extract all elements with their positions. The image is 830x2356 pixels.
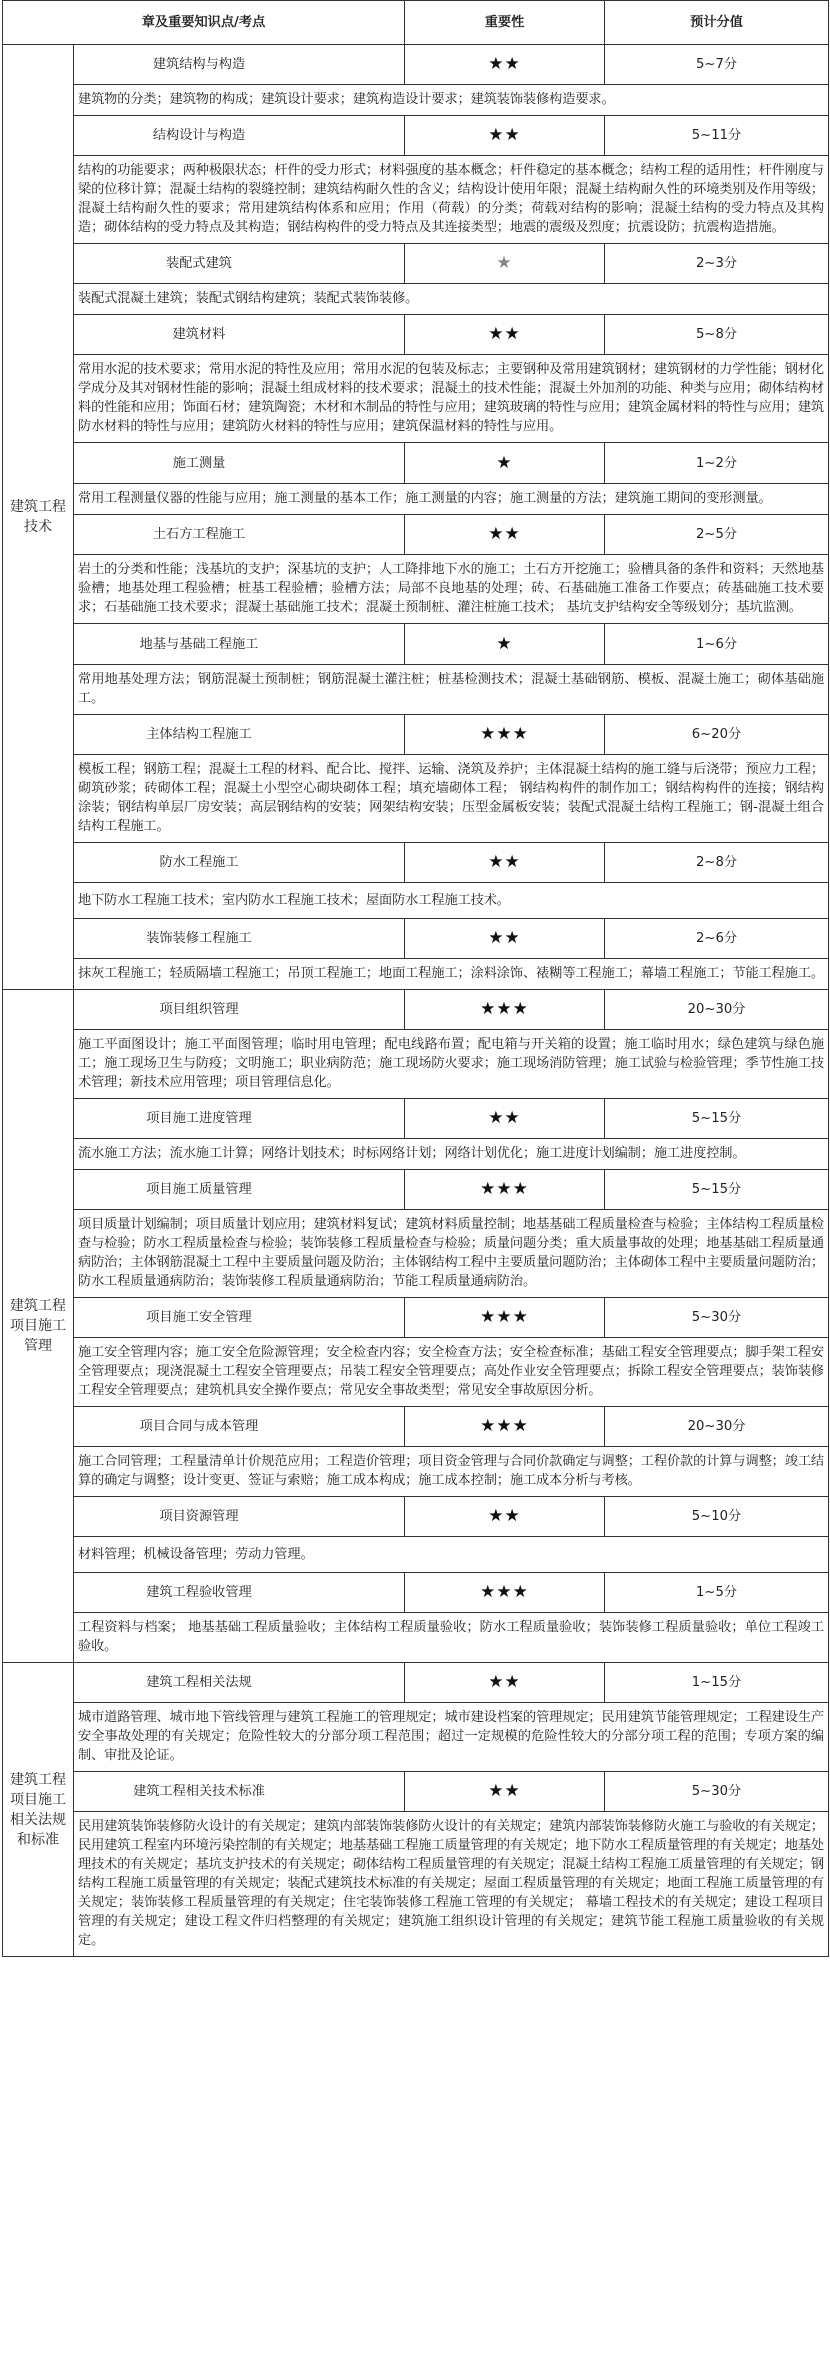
header-score: 预计分值	[605, 1, 829, 45]
description-row	[3, 555, 829, 624]
topic-row	[3, 45, 829, 85]
topic-cell	[74, 244, 405, 284]
topic-description: 项目质量计划编制；项目质量计划应用；建筑材料复试；建筑材料质量控制；地基基础工程质量检查与检验；主体结构工程质量检查与检验；防水工程质量检查与检验；装饰装修工程质量检查与检验；质量问题分类；重大质量事故的处理；地基基础工程质量通病防治；主体钢筋混凝土工程中主要质量问题及防治；主体钢结构工程中主要质量问题防治；主体砌体工程中主要质量问题防治；防水工程质量通病防治；装饰装修工程质量通病防治；节能工程质量通病防治。	[74, 1210, 829, 1298]
importance-stars: ★★★	[405, 1170, 605, 1210]
description-row	[3, 85, 829, 116]
topic-row	[3, 515, 829, 555]
topic-label: 土石方工程施工	[152, 527, 246, 542]
topic-label: 施工测量	[172, 455, 226, 471]
section-name: 建筑工程技术	[3, 45, 74, 990]
section-name: 建筑工程项目施工管理	[3, 990, 74, 1663]
description-row	[3, 156, 829, 244]
topic-description: 常用工程测量仪器的性能与应用；施工测量的基本工作；施工测量的内容；施工测量的方法；建筑施工期间的变形测量。	[74, 484, 829, 515]
score-value: 1~2分	[605, 443, 829, 484]
importance-stars: ★★★	[405, 1407, 605, 1447]
topic-description: 工程资料与档案； 地基基础工程质量验收；主体结构工程质量验收；防水工程质量验收；装饰装修工程质量验收；单位工程竣工验收。	[74, 1613, 829, 1663]
topic-cell	[74, 315, 405, 355]
topic-row	[3, 1407, 829, 1447]
score-value: 6~20分	[605, 715, 829, 755]
topic-row	[3, 1497, 829, 1537]
description-row	[3, 1338, 829, 1407]
score-value: 5~10分	[605, 1497, 829, 1537]
section-name: 建筑工程项目施工相关法规和标准	[3, 1663, 74, 1957]
score-value: 1~5分	[605, 1573, 829, 1613]
topic-label: 项目施工质量管理	[146, 1182, 252, 1197]
description-row	[3, 959, 829, 990]
topic-row	[3, 1772, 829, 1812]
topic-cell	[74, 843, 405, 883]
topic-label: 项目资源管理	[159, 1509, 239, 1524]
importance-stars: ★	[405, 244, 605, 284]
score-value: 5~15分	[605, 1170, 829, 1210]
topic-description: 施工合同管理；工程量清单计价规范应用；工程造价管理；项目资金管理与合同价款确定与调整；工程价款的计算与调整；竣工结算的确定与调整；设计变更、签证与索赔；施工成本构成；施工成本控制；施工成本分析与考核。	[74, 1447, 829, 1497]
topic-cell	[74, 443, 405, 484]
score-value: 5~30分	[605, 1772, 829, 1812]
topic-cell	[74, 1099, 405, 1139]
description-row	[3, 755, 829, 843]
table-header-row	[3, 1, 829, 45]
score-value: 5~30分	[605, 1298, 829, 1338]
topic-description: 材料管理；机械设备管理；劳动力管理。	[74, 1537, 829, 1573]
score-value: 5~8分	[605, 315, 829, 355]
topic-cell	[74, 116, 405, 156]
importance-stars: ★★★	[405, 1573, 605, 1613]
topic-description: 岩土的分类和性能；浅基坑的支护；深基坑的支护；人工降排地下水的施工；土石方开挖施工；验槽具备的条件和资料；天然地基验槽；地基处理工程验槽；桩基工程验槽；验槽方法；局部不良地基的处理；砖、石基础施工准备工作要点；砖基础施工技术要求；石基础施工技术要求；混凝土基础施工技术；混凝土预制桩、灌注桩施工技术； 基坑支护结构安全等级划分；基坑监测。	[74, 555, 829, 624]
description-row	[3, 1812, 829, 1957]
topic-label: 装饰装修工程施工	[146, 931, 252, 946]
topic-description: 城市道路管理、城市地下管线管理与建筑工程施工的管理规定；城市建设档案的管理规定；民用建筑节能管理规定；工程建设生产安全事故处理的有关规定；危险性较大的分部分项工程范围；超过一定规模的危险性较大的分部分项工程的范围；专项方案的编制、审批及论证。	[74, 1703, 829, 1772]
score-value: 5~7分	[605, 45, 829, 85]
importance-stars: ★★	[405, 1772, 605, 1812]
topic-description: 常用水泥的技术要求；常用水泥的特性及应用；常用水泥的包装及标志；主要钢种及常用建筑钢材；建筑钢材的力学性能；钢材化学成分及其对钢材性能的影响；混凝土组成材料的技术要求；混凝土的技术性能；混凝土外加剂的功能、种类与应用；砌体结构材料的性能和应用；饰面石材；建筑陶瓷；木材和木制品的特性与应用；建筑玻璃的特性与应用；建筑金属材料的特性与应用；建筑防水材料的特性与应用；建筑防火材料的特性与应用；建筑保温材料的特性与应用。	[74, 355, 829, 443]
importance-stars: ★★	[405, 919, 605, 959]
score-value: 5~15分	[605, 1099, 829, 1139]
importance-stars: ★★	[405, 1663, 605, 1703]
topic-cell	[74, 624, 405, 665]
score-value: 2~3分	[605, 244, 829, 284]
header-importance: 重要性	[405, 1, 605, 45]
topic-description: 地下防水工程施工技术；室内防水工程施工技术；屋面防水工程施工技术。	[74, 883, 829, 919]
importance-stars: ★★	[405, 515, 605, 555]
topic-row	[3, 1298, 829, 1338]
topic-label: 项目合同与成本管理	[139, 1419, 259, 1434]
description-row	[3, 1703, 829, 1772]
topic-row	[3, 1573, 829, 1613]
importance-stars: ★★★	[405, 990, 605, 1030]
importance-stars: ★	[405, 624, 605, 665]
topic-label: 项目施工进度管理	[146, 1111, 252, 1126]
topic-description: 建筑物的分类；建筑物的构成；建筑设计要求；建筑构造设计要求；建筑装饰装修构造要求。	[74, 85, 829, 116]
importance-stars: ★★	[405, 315, 605, 355]
score-value: 2~6分	[605, 919, 829, 959]
topic-cell	[74, 1407, 405, 1447]
importance-stars: ★★	[405, 45, 605, 85]
topic-description: 民用建筑装饰装修防火设计的有关规定；建筑内部装饰装修防火设计的有关规定；建筑内部装饰装修防火施工与验收的有关规定；民用建筑工程室内环境污染控制的有关规定；地基基础工程施工质量管理的有关规定；地下防水工程质量管理的有关规定；地基处理技术的有关规定；基坑支护技术的有关规定；砌体结构工程质量管理的有关规定；混凝土结构工程施工质量管理的有关规定；钢结构工程施工质量管理的有关规定；装配式建筑技术标准的有关规定；屋面工程质量管理的有关规定；地面工程施工质量管理的有关规定；装饰装修工程质量管理的有关规定；住宅装饰装修工程施工管理的有关规定； 幕墙工程技术的有关规定；建设工程项目管理的有关规定；建设工程文件归档整理的有关规定；建筑施工组织设计管理的有关规定；建筑节能工程施工质量验收的有关规定。	[74, 1812, 829, 1957]
topic-row	[3, 624, 829, 665]
importance-stars: ★★★	[405, 715, 605, 755]
score-value: 20~30分	[605, 990, 829, 1030]
importance-stars: ★★	[405, 116, 605, 156]
score-value: 1~15分	[605, 1663, 829, 1703]
description-row	[3, 284, 829, 315]
topic-label: 项目组织管理	[159, 1002, 239, 1017]
topic-row	[3, 443, 829, 484]
importance-stars: ★★★	[405, 1298, 605, 1338]
topic-description: 施工平面图设计；施工平面图管理；临时用电管理；配电线路布置；配电箱与开关箱的设置；施工临时用水；绿色建筑与绿色施工；施工现场卫生与防疫；文明施工；职业病防范；施工现场防火要求；施工现场消防管理；施工试验与检验管理；季节性施工技术管理；新技术应用管理；项目管理信息化。	[74, 1030, 829, 1099]
score-value: 2~5分	[605, 515, 829, 555]
topic-row	[3, 315, 829, 355]
description-row	[3, 1210, 829, 1298]
topic-cell	[74, 1497, 405, 1537]
description-row	[3, 883, 829, 919]
score-value: 2~8分	[605, 843, 829, 883]
topic-label: 装配式建筑	[166, 256, 232, 271]
importance-stars: ★★	[405, 843, 605, 883]
description-row	[3, 355, 829, 443]
topic-label: 地基与基础工程施工	[139, 636, 259, 652]
score-value: 20~30分	[605, 1407, 829, 1447]
topic-label: 防水工程施工	[159, 855, 239, 870]
topic-description: 流水施工方法；流水施工计算；网络计划技术；时标网络计划；网络计划优化；施工进度计划编制；施工进度控制。	[74, 1139, 829, 1170]
description-row	[3, 1447, 829, 1497]
topic-cell	[74, 919, 405, 959]
topic-row	[3, 244, 829, 284]
topic-cell	[74, 45, 405, 85]
topic-cell	[74, 990, 405, 1030]
topic-label: 建筑工程相关法规	[146, 1675, 252, 1690]
topic-row	[3, 116, 829, 156]
topic-label: 建筑工程验收管理	[146, 1585, 252, 1600]
importance-stars: ★★	[405, 1099, 605, 1139]
topic-row	[3, 1099, 829, 1139]
topic-description: 抹灰工程施工；轻质隔墙工程施工；吊顶工程施工；地面工程施工；涂料涂饰、裱糊等工程施工；幕墙工程施工；节能工程施工。	[74, 959, 829, 990]
topic-cell	[74, 1170, 405, 1210]
score-value: 1~6分	[605, 624, 829, 665]
topic-row	[3, 919, 829, 959]
importance-stars: ★	[405, 443, 605, 484]
topic-description: 模板工程；钢筋工程；混凝土工程的材料、配合比、搅拌、运输、浇筑及养护；主体混凝土结构的施工缝与后浇带；预应力工程；砌筑砂浆；砖砌体工程；混凝土小型空心砌块砌体工程；填充墙砌体工程； 钢结构构件的制作加工；钢结构构件的连接；钢结构涂装；钢结构单层厂房安装；高层钢结构的安装；网架结构安装；压型金属板安装；装配式混凝土结构工程施工；钢-混凝土组合结构工程施工。	[74, 755, 829, 843]
topic-description: 常用地基处理方法；钢筋混凝土预制桩；钢筋混凝土灌注桩；桩基检测技术；混凝土基础钢筋、模板、混凝土施工；砌体基础施工。	[74, 665, 829, 715]
topic-label: 建筑工程相关技术标准	[133, 1784, 265, 1799]
topic-label: 项目施工安全管理	[146, 1310, 252, 1325]
topic-label: 建筑材料	[172, 327, 226, 342]
topic-description: 施工安全管理内容；施工安全危险源管理；安全检查内容；安全检查方法；安全检查标准；基础工程安全管理要点；脚手架工程安全管理要点；现浇混凝土工程安全管理要点；吊装工程安全管理要点；高处作业安全管理要点；拆除工程安全管理要点；装饰装修工程安全管理要点；建筑机具安全操作要点；常见安全事故类型；常见安全事故原因分析。	[74, 1338, 829, 1407]
topic-cell	[74, 1663, 405, 1703]
topic-row	[3, 990, 829, 1030]
topic-row	[3, 1170, 829, 1210]
topic-label: 结构设计与构造	[152, 128, 246, 143]
header-chapter: 章及重要知识点/考点	[3, 1, 405, 45]
description-row	[3, 1030, 829, 1099]
topic-label: 主体结构工程施工	[146, 727, 252, 742]
topic-label: 建筑结构与构造	[152, 57, 246, 72]
topic-description: 装配式混凝土建筑；装配式钢结构建筑；装配式装饰装修。	[74, 284, 829, 315]
topic-cell	[74, 1772, 405, 1812]
topic-row	[3, 715, 829, 755]
importance-stars: ★★	[405, 1497, 605, 1537]
topic-row	[3, 843, 829, 883]
description-row	[3, 1537, 829, 1573]
topic-cell	[74, 515, 405, 555]
topic-row	[3, 1663, 829, 1703]
description-row	[3, 1613, 829, 1663]
topic-cell	[74, 1298, 405, 1338]
topic-cell	[74, 1573, 405, 1613]
topic-cell	[74, 715, 405, 755]
description-row	[3, 1139, 829, 1170]
description-row	[3, 484, 829, 515]
topic-description: 结构的功能要求；两种极限状态；杆件的受力形式；材料强度的基本概念；杆件稳定的基本概念；结构工程的适用性；杆件刚度与梁的位移计算；混凝土结构的裂缝控制；建筑结构耐久性的含义；结构设计使用年限；混凝土结构耐久性的环境类别及作用等级；混凝土结构耐久性的要求；常用建筑结构体系和应用；作用（荷载）的分类；荷载对结构的影响；混凝土结构的受力特点及其构造；砌体结构的受力特点及其构造；钢结构构件的受力特点及其连接类型；地震的震级及烈度；抗震设防；抗震构造措施。	[74, 156, 829, 244]
description-row	[3, 665, 829, 715]
knowledge-point-table	[2, 0, 829, 1957]
score-value: 5~11分	[605, 116, 829, 156]
